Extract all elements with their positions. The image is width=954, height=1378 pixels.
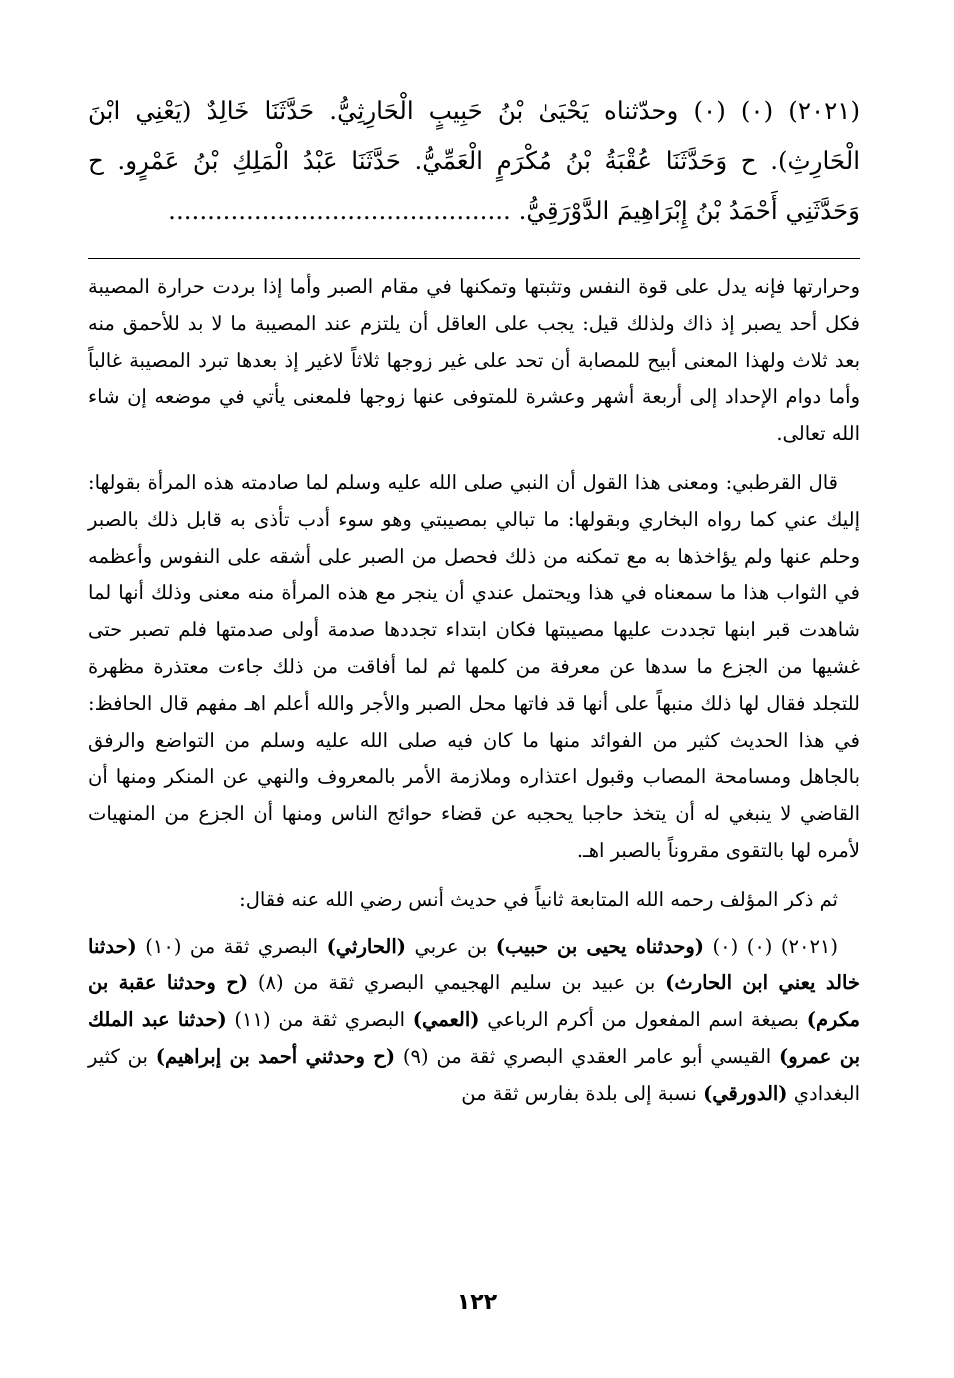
hadith-text	[88, 86, 860, 236]
p4-text-6: البصري ثقة من (١١)	[226, 1008, 413, 1032]
hadith-dots: ............................................	[168, 196, 511, 225]
paragraph-gap	[88, 870, 860, 882]
p4-narrator-2: (حدثنا خالد يعني ابن الحارث)	[88, 934, 860, 995]
p4-text-5: بصيغة اسم المفعول من أكرم الرباعي	[479, 1008, 807, 1032]
book-page	[88, 86, 860, 1356]
p4-narrator-1: (وحدثناه يحيى بن حبيب)	[495, 934, 705, 958]
paragraph-gap	[88, 919, 860, 929]
p4-text-2: بن عربي	[406, 934, 496, 958]
p4-text-8: بن كثير البغدادي	[88, 1044, 860, 1105]
p4-text-3: البصري ثقة من (١٠)	[136, 934, 327, 958]
p4-nisba-1: (الحارثي)	[326, 934, 407, 958]
commentary-paragraph-1: وحرارتها فإنه يدل على قوة النفس وتثبتها وتمكنها في مقام الصبر وأما إذا بردت حرارة المصيبة فكل أحد يصبر إذ ذاك ولذلك قيل: يجب على العاقل أن يلتزم عند المصيبة ما لا بد للأحمق منه بعد ثلاث ولهذا المعنى أبيح للمصابة أن تحد على غير زوجها ثلاثاً لاغير إذ بعدها تبرد المصيبة غالباً وأما دوام الإحداد إلى أربعة أشهر وعشرة للمتوفى عنها زوجها فلمعنى يأتي في موضعه إن شاء الله تعالى.	[88, 275, 860, 446]
p4-narrator-5: (ح وحدثني أحمد بن إبراهيم)	[155, 1044, 396, 1068]
p4-narrator-4: (حدثنا عبد الملك بن عمرو)	[88, 1008, 860, 1068]
p4-nisba-3: (الدورقي)	[703, 1081, 788, 1105]
separator-rule	[88, 258, 860, 259]
commentary-paragraph-4	[88, 929, 860, 1113]
p4-nisba-2: (العمي)	[412, 1008, 480, 1032]
p4-text-4: بن عبيد بن سليم الهجيمي البصري ثقة من (٨)	[248, 971, 666, 995]
paragraph-gap	[88, 453, 860, 465]
hadith-line-1: (٢٠٢١) (٠) (٠) وحدّثناه يَحْيَىٰ بْنُ حَبِيبٍ الْحَارِثِيُّ. حَدَّثَنَا خَالِدٌ (يَعْنِي ابْنَ	[88, 96, 861, 125]
commentary-paragraph-3: ثم ذكر المؤلف رحمه الله المتابعة ثانياً في حديث أنس رضي الله عنه فقال:	[239, 887, 838, 911]
hadith-line-3: وَحَدَّثَنِي أَحْمَدُ بْنُ إِبْرَاهِيمَ الدَّوْرَقِيُّ.	[518, 196, 860, 225]
page-number: ١٢٢	[456, 1290, 498, 1315]
commentary-paragraph-2: قال القرطبي: ومعنى هذا القول أن النبي صلى الله عليه وسلم لما صادمته هذه المرأة بقولها: إليك عني كما رواه البخاري وبقولها: ما تبالي بمصيبتي وهو سوء أدب تأذى به قابل ذلك بالصبر وحلم عنها ولم يؤاخذها به مع تمكنه من ذلك فحصل من الصبر على أشقه على النفوس وأعظمه في الثواب هذا ما سمعناه في هذا ويحتمل عندي أن ينجر مع هذه المرأة منه معنى وذلك أنها لما شاهدت قبر ابنها تجددت عليها مصيبتها فكان ابتداء تجددها صدمة أولى صدمتها فلم تصبر حتى غشيها من الجزع ما سدها عن معرفة من كلمها ثم لما أفاقت من ذلك جاءت معتذرة مظهرة للتجلد فقال لها ذلك منبهاً على أنها قد فاتها محل الصبر والأجر والله أعلم اهـ مفهم قال الحافظ: في هذا الحديث كثير من الفوائد منها ما كان فيه صلى الله عليه وسلم من التواضع والرفق بالجاهل ومسامحة المصاب وقبول اعتذاره وملازمة الأمر بالمعروف والنهي عن المنكر ومنها أن القاضي لا ينبغي له أن يتخذ حاجبا يحجبه عن قضاء حوائج الناس ومنها أن الجزع من المنهيات لأمره لها بالتقوى مقروناً بالصبر اهـ.	[88, 470, 860, 862]
p4-narrator-3: (ح وحدثنا عقبة بن مكرم)	[88, 971, 860, 1032]
hadith-line-2: الْحَارِثِ). ح وَحَدَّثَنَا عُقْبَةُ بْنُ مُكْرَمٍ الْعَمِّيُّ. حَدَّثَنَا عَبْدُ الْمَلِكِ بْنُ عَمْرٍو. ح	[88, 146, 860, 175]
p4-text-7: القيسي أبو عامر العقدي البصري ثقة من (٩)	[395, 1044, 779, 1068]
p4-text-9: نسبة إلى بلدة بفارس ثقة من	[461, 1081, 704, 1105]
p4-text-1: (٢٠٢١) (٠) (٠)	[704, 934, 839, 958]
